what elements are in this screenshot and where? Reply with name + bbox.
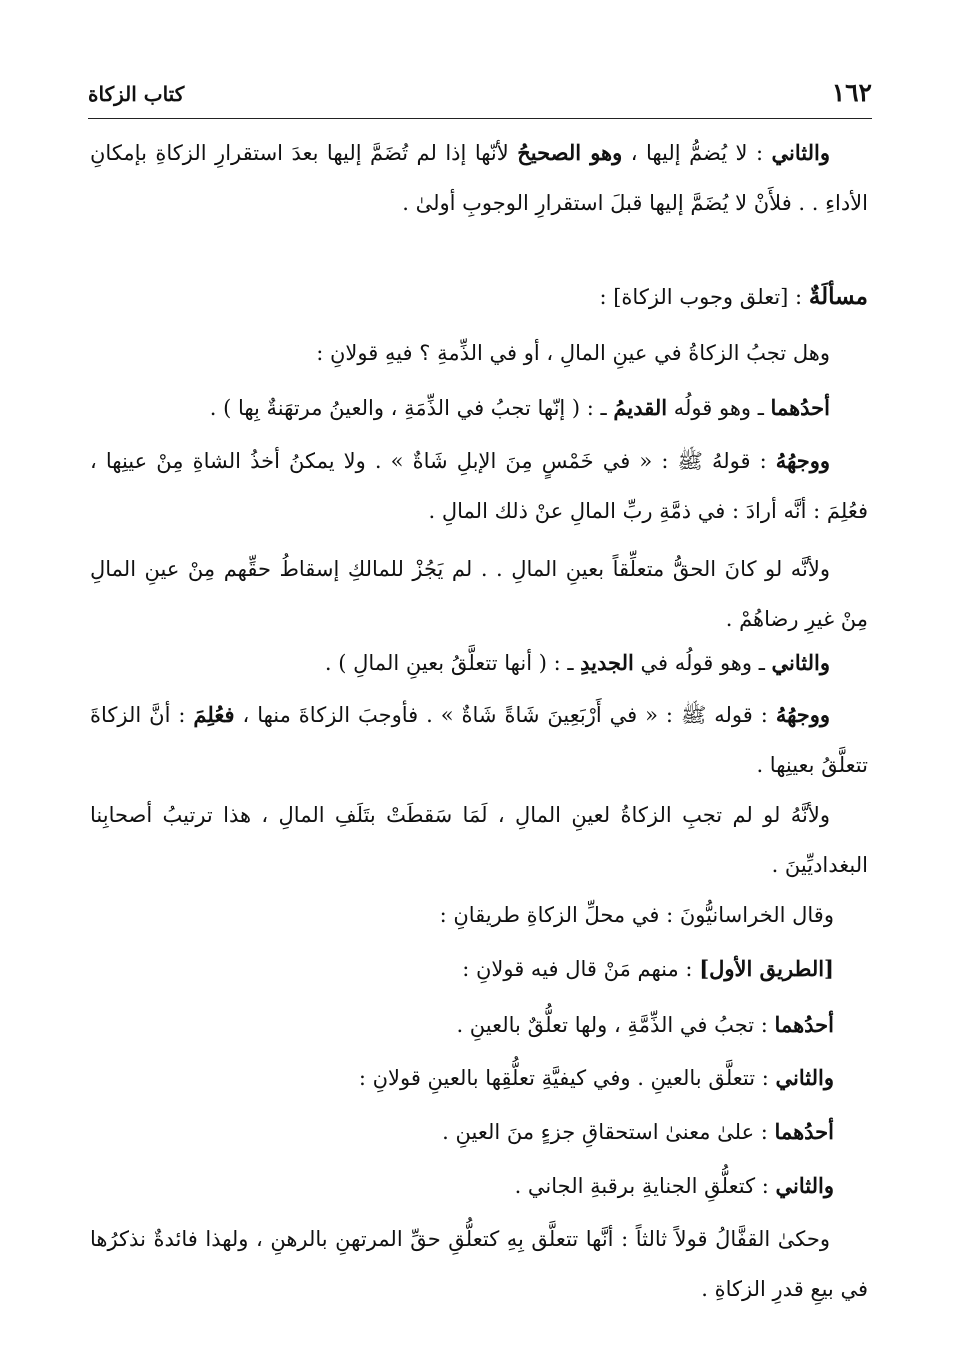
bold-term: الجديدِ: [580, 650, 634, 675]
paragraph-10: [90, 890, 834, 940]
paragraph-5: [90, 436, 868, 536]
paragraph-8: [90, 690, 868, 790]
text-run: : تجبُ في الذِّمَّةِ ، ولها تعلُّقٌ بالعينِ .: [456, 1013, 775, 1037]
text-run: ـ : ( إنّها تجبُ في الذِّمَةِ ، والعينُ مرتهَنةٌ بِها ) .: [209, 396, 614, 420]
text-run: : قوله ﷺ : « في أَرْبَعِينَ شَاةً شَاةٌ » . فأوجبَ الزكاةَ منها ،: [234, 703, 776, 727]
heading-text: : [تعلق وجوب الزكاة] :: [599, 285, 809, 309]
bold-term: القديمُ: [613, 395, 668, 420]
running-title: كتاب الزكاة: [88, 82, 185, 106]
paragraph-6: [90, 544, 868, 644]
text-run: : قولهُ ﷺ : « في خَمْسٍ مِنَ الإبلِ شَاةٌ » . ولا يمكنُ أخذُ الشاةِ مِنْ عينِها ، فعُلِمَ : أنَّه أرادَ : في ذمَّةِ ربِّ المالِ عنْ ذلك المالِ .: [90, 449, 868, 523]
page-number: ١٦٢: [831, 78, 872, 107]
paragraph-11: [90, 944, 834, 994]
paragraph-9: [90, 790, 868, 890]
text-run: ـ وهو قولُه في: [633, 651, 772, 675]
bold-term: ووجهُهُ: [775, 702, 831, 727]
paragraph-1: [90, 128, 868, 228]
paragraph-12: [90, 1000, 834, 1050]
bold-term: أحدُهما: [770, 395, 830, 420]
bold-term: [الطريق الأول]: [699, 956, 834, 981]
text-run: ـ وهو قولُه: [667, 396, 771, 420]
bold-term: فعُلِمَ: [193, 702, 235, 727]
bold-term: والثاني: [771, 650, 830, 675]
text-run: وقال الخراسانيُّونَ : في محلِّ الزكاةِ طريقانِ :: [439, 903, 834, 927]
bold-term: والثاني: [775, 1065, 834, 1090]
paragraph-14: [90, 1107, 834, 1157]
bold-term: أحدُهما: [774, 1119, 834, 1144]
text-run: : تتعلَّق بالعينِ . وفي كيفيَّةِ تعلُّقِها بالعينِ قولانِ :: [358, 1066, 776, 1090]
bold-term: أحدُهما: [774, 1012, 834, 1037]
bold-term: والثاني: [775, 1173, 834, 1198]
bold-term: ووجهُهُ: [775, 448, 830, 473]
paragraph-3: [90, 328, 868, 378]
header-rule: [88, 118, 872, 119]
text-run: : لا يُضمُّ إليها ،: [622, 141, 772, 165]
page-header: [88, 78, 872, 118]
paragraph-16: [90, 1214, 868, 1314]
text-run: لأنّها إذا لم تُضَمَّ إليها بعدَ استقرارِ الزكاةِ بإمكانِ الأداءِ . . فلأَنْ لا يُضَمَّ إليها قبلَ استقرارِ الوجوبِ أولىٰ .: [90, 141, 868, 215]
bold-term: وهو الصحيحُ: [517, 140, 623, 165]
heading-term: مسألَةٌ: [808, 283, 868, 310]
text-run: ولأنَّه لو كانَ الحقُّ متعلِّقاً بعينِ المالِ . . لم يَجُزْ للمالكِ إسقاطُ حقِّهم مِنْ عينِ المالِ مِنْ غيرِ رضاهُمْ .: [90, 557, 868, 631]
section-heading: [90, 272, 868, 322]
text-run: وهل تجبُ الزكاةُ في عينِ المالِ ، أو في الذِّمةِ ؟ فيهِ قولانِ :: [316, 341, 830, 365]
text-run: : كتعلُّقِ الجنايةِ برقبةِ الجاني .: [514, 1174, 776, 1198]
paragraph-4: [90, 383, 868, 433]
paragraph-7: [90, 638, 868, 688]
text-run: ـ : ( أنها تتعلَّقُ بعينِ المالِ ) .: [324, 651, 581, 675]
paragraph-13: [90, 1053, 834, 1103]
bold-term: والثاني: [771, 140, 831, 165]
text-run: وحكىٰ القفَّالُ قولاً ثالثاً : أنَّها تتعلَّق بِهِ كتعلُّقِ حقِّ المرتهنِ بالرهنِ ، ولهذا فائدةٌ نذكرُها في بيعِ قدرِ الزكاةِ .: [90, 1227, 868, 1301]
text-run: ولأنَّهُ لو لم تجبِ الزكاةُ لعينِ المالِ ، لَمَا سَقطَتْ بتَلَفِ المالِ ، هذا ترتيبُ أصحابِنا البغداديِّينَ .: [90, 803, 868, 877]
text-run: : أنَّ الزكاةَ تتعلَّقُ بعينِها .: [90, 703, 868, 777]
paragraph-15: [90, 1161, 834, 1211]
text-run: : منهم مَنْ قال فيه قولانِ :: [462, 957, 700, 981]
text-run: : علىٰ معنىٰ استحقاقِ جزءٍ منَ العينِ .: [442, 1120, 775, 1144]
